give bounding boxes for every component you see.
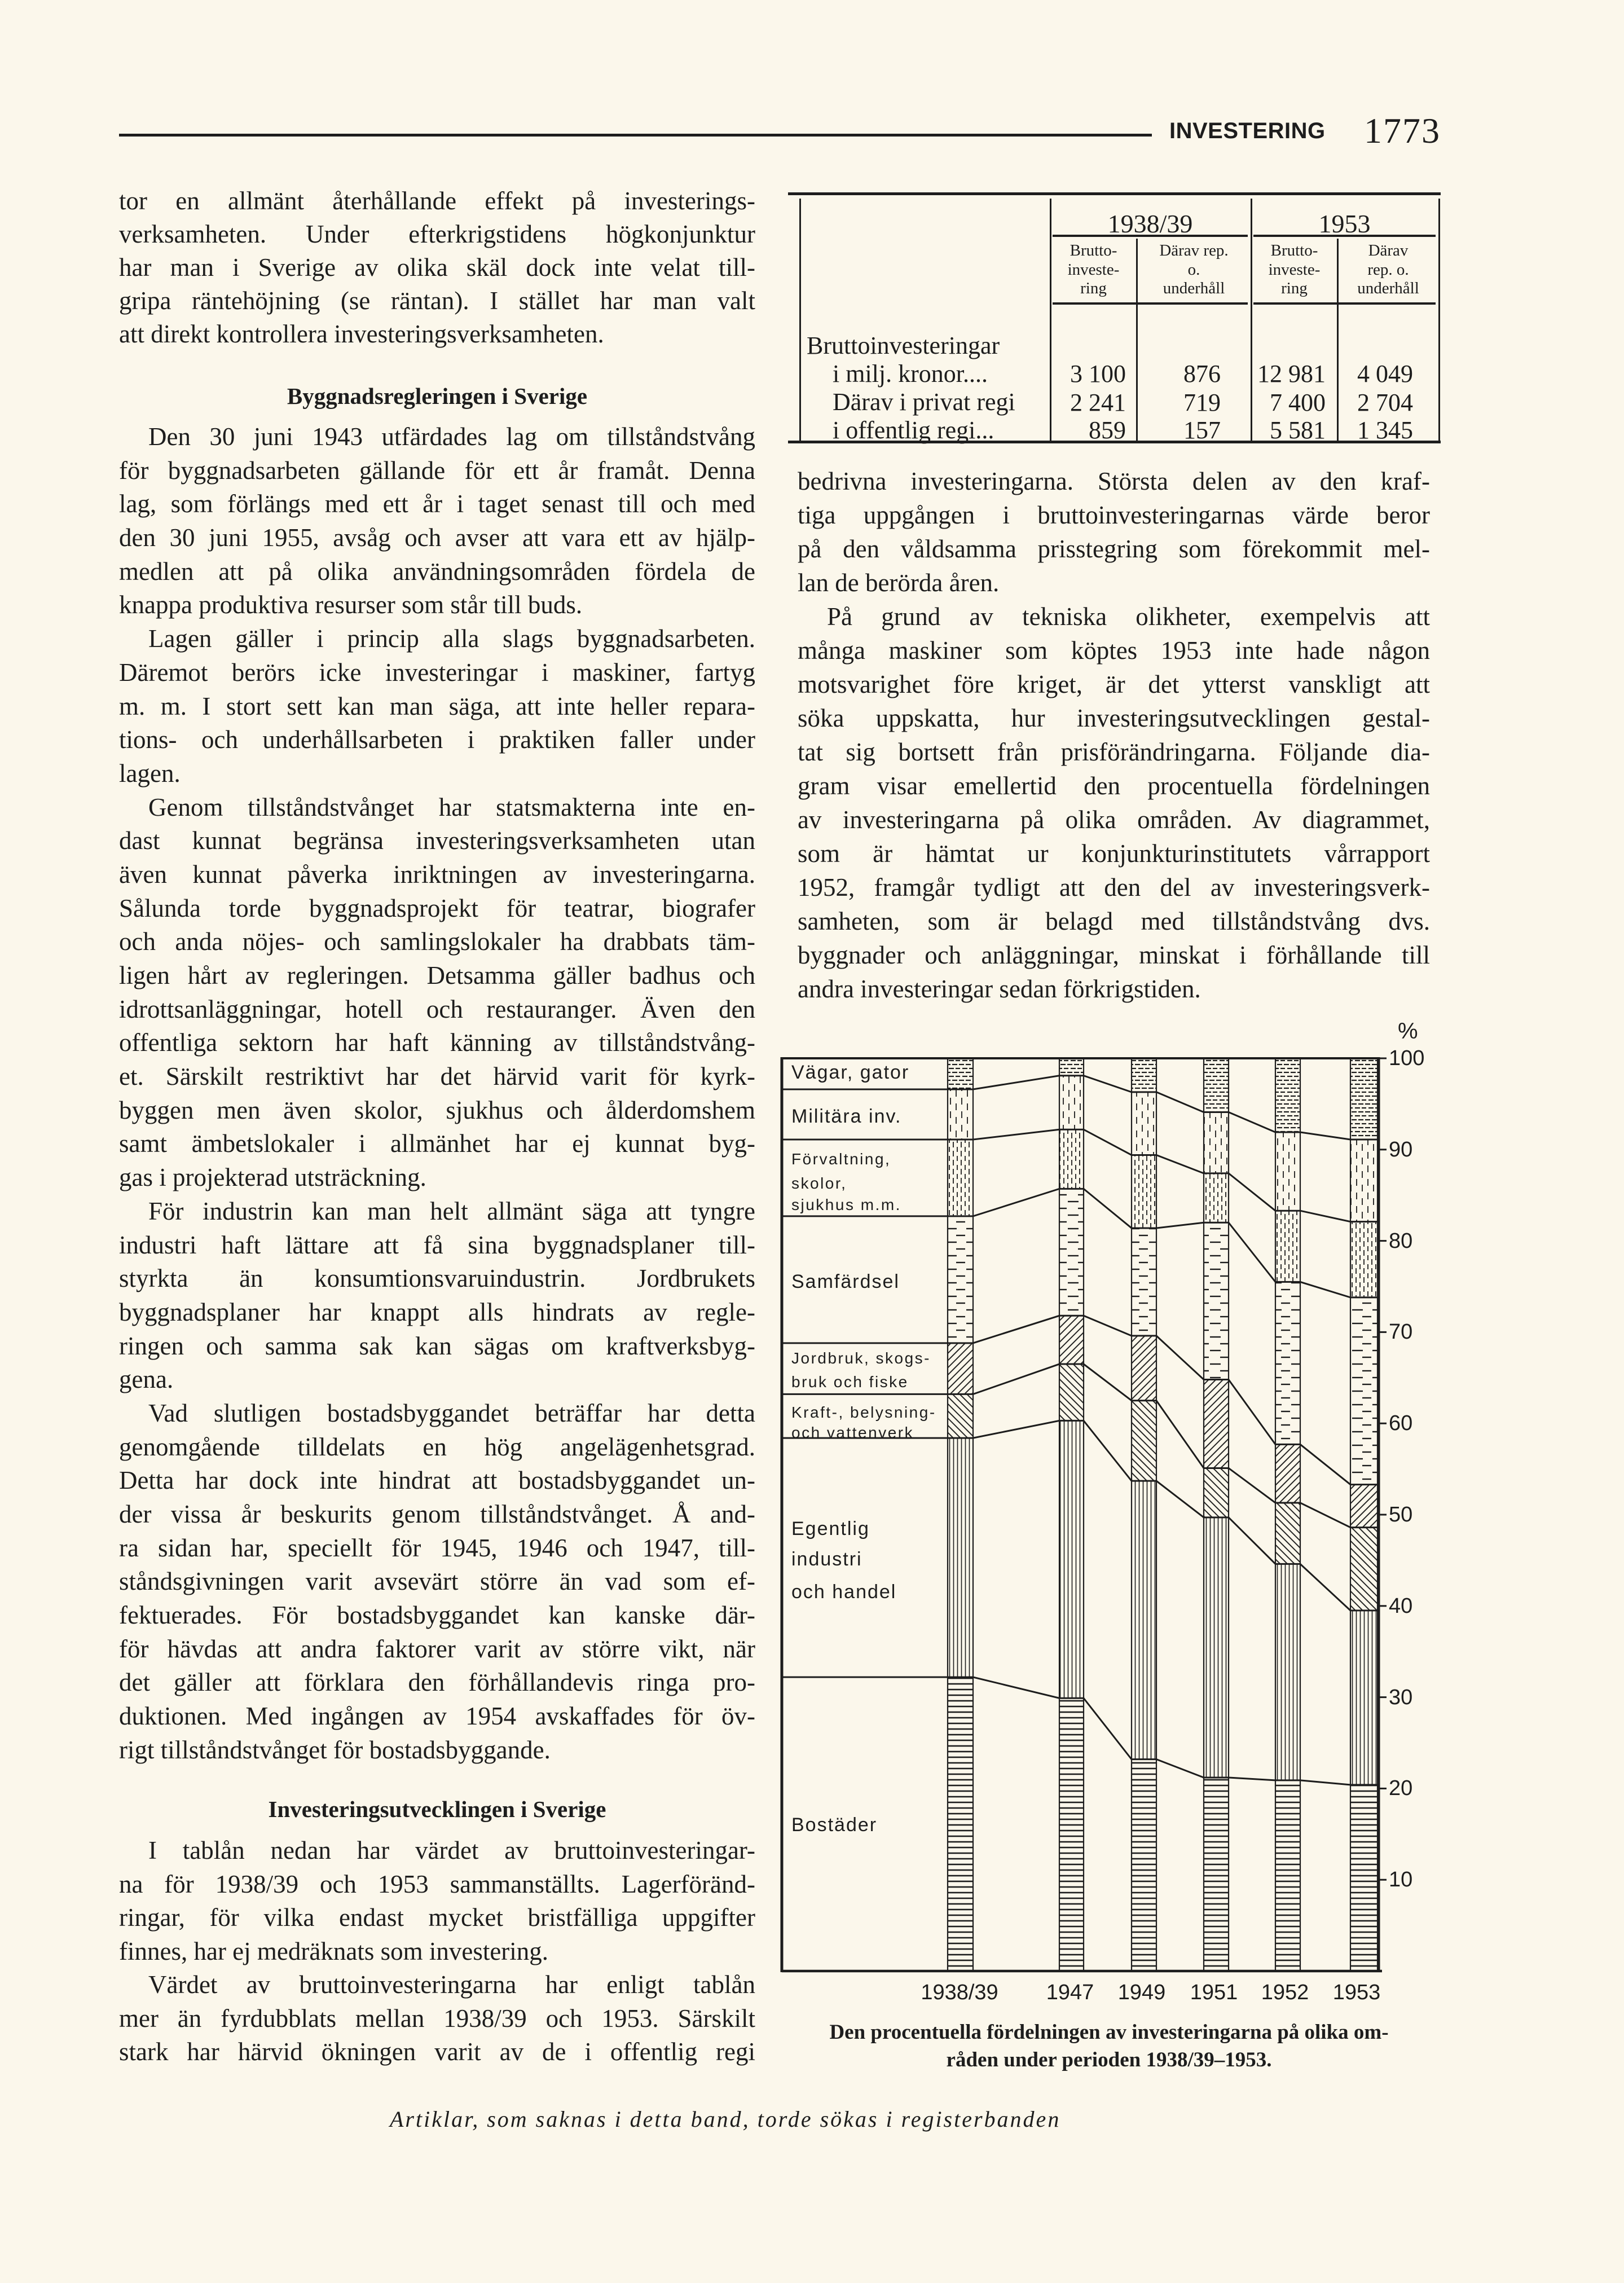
text-line: ringar, för vilka endast mycket bristfälliga uppgifter	[119, 1903, 755, 1932]
category-boundary-line	[782, 1677, 1377, 1785]
legend-label-vagar-gator: Vägar, gator	[791, 1062, 910, 1083]
legend-label-industri: Egentlig	[791, 1518, 870, 1539]
bar-segment	[1059, 1129, 1084, 1189]
bar-segment	[1204, 1112, 1229, 1173]
bar-segment	[1132, 1401, 1156, 1481]
table-cell: 12 981	[1257, 360, 1326, 388]
bar-segment	[1350, 1611, 1377, 1785]
table-subheader	[1050, 241, 1137, 298]
text-line: byggen men även skolor, sjukhus och ålderdomshem	[119, 1096, 755, 1124]
bar-segment	[948, 1216, 973, 1343]
table-row-label: i offentlig regi...	[833, 416, 994, 444]
text-line: gripa räntehöjning (se räntan). I stället har man valt	[119, 287, 755, 315]
text-line: rigt tillståndstvånget för bostadsbyggande.	[119, 1735, 551, 1764]
table-cell: 157	[1183, 416, 1221, 444]
text-line: Genom tillståndstvånget har statsmakterna inte en-	[148, 793, 755, 821]
text-line: finnes, har ej medräknats som investering.	[119, 1937, 549, 1965]
paragraph	[119, 420, 755, 622]
text-line: gas i projekterad utsträckning.	[119, 1163, 426, 1192]
table-cell: 2 241	[1070, 389, 1126, 416]
bar-segment	[1132, 1759, 1156, 1971]
text-line: på den våldsamma prisstegring som förekommit mel-	[798, 535, 1430, 563]
y-tick-label: 20	[1389, 1776, 1413, 1801]
bar-segment	[1059, 1316, 1084, 1364]
table-subheader	[1137, 241, 1251, 298]
text-line: många maskiner som köptes 1953 inte hade någon	[798, 636, 1430, 665]
legend-label-industri: industri	[791, 1549, 862, 1570]
running-title: INVESTERING	[1169, 118, 1326, 143]
table-subheader-line: rep. o.	[1367, 260, 1409, 279]
bar-segment	[1132, 1092, 1156, 1155]
bar-segment	[1350, 1485, 1377, 1528]
table-top-rule	[788, 192, 1441, 195]
table-subheader-line: Brutto-	[1070, 241, 1117, 259]
footer-note: Artiklar, som saknas i detta band, torde sökas i registerbanden	[390, 2106, 1061, 2132]
table-cell: 4 049	[1357, 360, 1413, 388]
text-line: och anda nöjes- och samlingslokaler ha drabbats täm-	[119, 927, 755, 956]
paragraph	[798, 464, 1430, 600]
text-line: industri haft lättare att få sina byggnadsplaner till-	[119, 1230, 755, 1259]
y-axis-unit-label: %	[1398, 1019, 1418, 1044]
text-line: medlen att på olika användningsområden fördela de	[119, 557, 755, 586]
text-line: Vad slutligen bostadsbyggandet beträffar har detta	[148, 1398, 755, 1427]
figure-caption	[790, 2018, 1428, 2074]
x-category-label: 1949	[1117, 1981, 1166, 2004]
bar-segment	[948, 1438, 973, 1677]
legend-label-militara: Militära inv.	[791, 1106, 902, 1127]
text-line: Däremot berörs icke investeringar i maskiner, fartyg	[119, 658, 755, 687]
text-line: För industrin kan man helt allmänt säga att tyngre	[148, 1197, 755, 1225]
y-tick-label: 80	[1389, 1229, 1413, 1253]
text-line: samt ämbetslokaler i allmänhet har ej kunnat byg-	[119, 1129, 755, 1158]
table-cell: 719	[1183, 389, 1221, 416]
text-line: dast kunnat begränsa investeringsverksamheten utan	[119, 826, 755, 855]
table-row-labels	[807, 332, 1015, 445]
bar-segment	[1059, 1058, 1084, 1076]
bar-segment	[948, 1677, 973, 1971]
text-line: På grund av tekniska olikheter, exempelvis att	[827, 602, 1430, 631]
section-2-body	[119, 1834, 755, 2069]
bar-segment	[1275, 1444, 1300, 1503]
table-subheader	[1337, 241, 1439, 298]
table-subheader-line: Brutto-	[1270, 241, 1318, 259]
table-subheader-line: o.	[1187, 260, 1200, 279]
bar-segment	[1350, 1058, 1377, 1140]
text-line: för byggnadsarbeten gällande för ett år framåt. Denna	[119, 456, 755, 485]
bar-segment	[1275, 1282, 1300, 1444]
table-border-right	[1438, 199, 1440, 441]
table-subheader	[1251, 241, 1337, 298]
text-line: Detta har dock inte hindrat att bostadsbyggandet un-	[119, 1466, 755, 1495]
text-line: tiga uppgången i bruttoinvesteringarnas värde beror	[798, 501, 1430, 529]
bar-segment	[1059, 1076, 1084, 1129]
text-line: stark har härvid ökningen varit av de i offentlig regi	[119, 2038, 755, 2066]
text-line: na för 1938/39 och 1953 sammanställts. Lagerföränd-	[119, 1869, 755, 1898]
text-line: Lagen gäller i princip alla slags byggnadsarbeten.	[148, 624, 755, 653]
header-rule	[119, 134, 1152, 137]
text-line: även kunnat påverka inriktningen av investeringarna.	[119, 860, 755, 888]
text-line: Sålunda torde byggnadsprojekt för teatrar, biografer	[119, 894, 755, 922]
bar-segment	[1275, 1211, 1300, 1282]
y-tick-label: 100	[1389, 1046, 1425, 1070]
text-line: andra investeringar sedan förkrigstiden.	[798, 975, 1201, 1003]
table-header-rule	[1253, 302, 1436, 305]
paragraph	[119, 1195, 755, 1397]
y-tick-label: 10	[1389, 1868, 1413, 1892]
text-line: offentliga sektorn har haft känning av tillståndstvång-	[119, 1028, 755, 1057]
bar-segment	[948, 1343, 973, 1395]
text-line: Den 30 juni 1943 utfärdades lag om tillståndstvång	[148, 423, 755, 451]
bar-segment	[1132, 1058, 1156, 1092]
text-line: fektuerades. För bostadsbyggandet kan kanske där-	[119, 1601, 755, 1630]
intro-paragraph	[119, 184, 755, 351]
caption-line: råden under perioden 1938/39–1953.	[946, 2048, 1272, 2071]
right-column-body	[798, 464, 1430, 1006]
bar-segment	[1059, 1189, 1084, 1316]
text-line: söka uppskatta, hur investeringsutvecklingen gestal-	[798, 704, 1430, 732]
table-header-rule	[1053, 302, 1248, 305]
paragraph	[119, 1397, 755, 1767]
table-cell: 1 345	[1357, 416, 1413, 444]
legend-label-bostader: Bostäder	[791, 1814, 878, 1836]
x-category-label: 1947	[1046, 1981, 1094, 2004]
table-year-header: 1938/39	[1107, 209, 1193, 238]
bar-segment	[1350, 1528, 1377, 1611]
bar-segment	[1132, 1228, 1156, 1336]
table-row-label: Därav i privat regi	[833, 388, 1015, 416]
y-tick-label: 30	[1389, 1685, 1413, 1709]
table-subheader-line: underhåll	[1163, 279, 1225, 297]
table-cell: 3 100	[1070, 360, 1126, 388]
text-line: idrottsanläggningar, hotell och restauranger. Även den	[119, 995, 755, 1023]
paragraph	[119, 791, 755, 1195]
text-line: för hävdas att andra faktorer varit av större vikt, när	[119, 1634, 755, 1663]
table-cell: 2 704	[1357, 389, 1413, 416]
legend-label-forvaltning: Förvaltning,	[791, 1150, 891, 1168]
legend-label-industri: och handel	[791, 1581, 897, 1603]
text-line: knappa produktiva resurser som står till buds.	[119, 591, 583, 619]
table-cell: 876	[1183, 360, 1221, 388]
bar-segment	[1204, 1468, 1229, 1517]
x-category-label: 1952	[1261, 1981, 1309, 2004]
legend-label-forvaltning: skolor,	[791, 1175, 847, 1192]
legend-label-kraft: Kraft-, belysning-	[791, 1404, 936, 1421]
bar-segment	[1059, 1420, 1084, 1698]
y-tick-label: 90	[1389, 1137, 1413, 1162]
text-line: ligen hårt av regleringen. Detsamma gäller badhus och	[119, 961, 755, 989]
table-row-label: i milj. kronor....	[833, 360, 988, 388]
paragraph	[119, 1968, 755, 2069]
bar-segment	[1350, 1297, 1377, 1485]
bar-segment	[1204, 1778, 1229, 1971]
text-line: styrkta än konsumtionsvaruindustrin. Jordbrukets	[119, 1264, 755, 1293]
legend-label-jordbruk: Jordbruk, skogs-	[791, 1349, 931, 1367]
section-heading: Byggnadsregleringen i Sverige	[287, 383, 588, 409]
bar-segment	[1204, 1173, 1229, 1222]
page-number: 1773	[1364, 111, 1441, 151]
text-line: m. m. I stort sett kan man säga, att inte heller repara-	[119, 692, 755, 720]
text-line: et. Särskilt restriktivt har det härvid varit för kyrk-	[119, 1062, 755, 1091]
text-line: att direkt kontrollera investeringsverksamheten.	[119, 320, 604, 348]
bar-segment	[1204, 1058, 1229, 1112]
table-subheader-line: underhåll	[1357, 279, 1419, 297]
text-line: den 30 juni 1955, avsåg och avser att vara ett av hjälp-	[119, 524, 755, 552]
bar-segment	[1132, 1481, 1156, 1759]
table-subheader-line: investe-	[1268, 260, 1321, 279]
text-line: ståndsgivningen varit avsevärt större än vad som ef-	[119, 1567, 755, 1596]
bar-segment	[1204, 1380, 1229, 1468]
table-cell: 7 400	[1270, 389, 1326, 416]
text-line: byggnader och anläggningar, minskat i förhållande till	[798, 941, 1430, 969]
bar-segment	[1275, 1564, 1300, 1780]
bar-segment	[1132, 1336, 1156, 1401]
caption-line: Den procentuella fördelningen av investeringarna på olika om-	[829, 2021, 1389, 2044]
bar-segment	[948, 1394, 973, 1438]
text-line: gena.	[119, 1365, 174, 1394]
legend-label-kraft: och vattenverk	[791, 1424, 914, 1441]
text-line: av investeringarna på olika områden. Av diagrammet,	[798, 806, 1430, 834]
table-subheader-line: Därav rep.	[1159, 241, 1229, 259]
text-line: tions- och underhållsarbeten i praktiken faller under	[119, 725, 755, 754]
text-line: ra sidan har, speciellt för 1945, 1946 och 1947, till-	[119, 1533, 755, 1562]
text-line: har man i Sverige av olika skäl dock inte velat till-	[119, 253, 755, 281]
bar-segment	[1059, 1698, 1084, 1971]
bar-segment	[1275, 1503, 1300, 1564]
table-row-group-label: Bruttoinvesteringar	[807, 332, 1000, 359]
table-subheader-line: ring	[1080, 279, 1107, 297]
text-line: lag, som förlängs med ett år i taget senast till och med	[119, 490, 755, 518]
text-line: genomgående tilldelats en hög angelägenhetsgrad.	[119, 1432, 755, 1461]
table-subheader-line: ring	[1281, 279, 1308, 297]
text-line: der vissa år beskurits genom tillståndstvånget. Å and-	[119, 1500, 755, 1528]
table-subheader-line: Därav	[1368, 241, 1409, 259]
bar-segment	[1059, 1364, 1084, 1420]
table-cell: 859	[1089, 416, 1126, 444]
bar-segment	[1204, 1222, 1229, 1379]
text-line: I tablån nedan har värdet av bruttoinvesteringar-	[148, 1836, 755, 1864]
text-line: 1952, framgår tydligt att den del av investeringsverk-	[798, 873, 1430, 901]
bar-segment	[948, 1140, 973, 1216]
text-line: mer än fyrdubblats mellan 1938/39 och 1953. Särskilt	[119, 2004, 755, 2033]
table-subheader-line: investe-	[1067, 260, 1120, 279]
bar-segment	[1132, 1155, 1156, 1228]
y-tick-label: 50	[1389, 1503, 1413, 1527]
y-tick-label: 70	[1389, 1320, 1413, 1344]
y-tick-label: 60	[1389, 1411, 1413, 1436]
bar-segment	[1204, 1517, 1229, 1778]
text-line: Värdet av bruttoinvesteringarna har enligt tablån	[148, 1970, 755, 1999]
legend-label-forvaltning: sjukhus m.m.	[791, 1196, 901, 1213]
text-line: ringen och samma sak kan sägas om kraftverksbyg-	[119, 1331, 755, 1360]
legend-label-samfardsel: Samfärdsel	[791, 1271, 900, 1292]
section-1-body	[119, 420, 755, 1767]
text-line: tor en allmänt återhållande effekt på investerings-	[119, 187, 755, 215]
section-heading: Investeringsutvecklingen i Sverige	[268, 1796, 606, 1822]
bar-segment	[948, 1058, 973, 1089]
bar-segment	[1275, 1132, 1300, 1211]
text-line: bedrivna investeringarna. Största delen av den kraf-	[798, 467, 1430, 495]
text-line: duktionen. Med ingången av 1954 avskaffades för öv-	[119, 1702, 755, 1731]
text-line: byggnadsplaner har knappt alls hindrats av regle-	[119, 1297, 755, 1326]
text-line: gram visar emellertid den procentuella fördelningen	[798, 772, 1430, 800]
x-category-label: 1951	[1190, 1981, 1238, 2004]
table-cell: 5 581	[1270, 416, 1326, 444]
bar-segment	[1275, 1780, 1300, 1971]
y-tick-label: 40	[1389, 1594, 1413, 1618]
x-category-label: 1938/39	[921, 1981, 998, 2004]
bar-segment	[1275, 1058, 1300, 1132]
text-line: lagen.	[119, 759, 181, 788]
legend-label-jordbruk: bruk och fiske	[791, 1373, 909, 1391]
table-border-left	[799, 199, 801, 441]
text-line: samheten, som är belagd med tillståndstvång dvs.	[798, 907, 1430, 935]
text-line: verksamheten. Under efterkrigstidens högkonjunktur	[119, 220, 755, 248]
bar-segment	[1350, 1222, 1377, 1297]
bar-segment	[948, 1089, 973, 1140]
paragraph	[798, 600, 1430, 1006]
text-line: lan de berörda åren.	[798, 569, 1000, 597]
text-line: motsvarighet före kriget, är det ytterst vanskligt att	[798, 670, 1430, 698]
paragraph	[119, 1834, 755, 1968]
x-category-label: 1953	[1332, 1981, 1381, 2004]
bar-segment	[1350, 1140, 1377, 1222]
paragraph	[119, 622, 755, 790]
category-boundary-line	[782, 1316, 1377, 1484]
text-line: det gäller att förklara den förhållandevis ringa pro-	[119, 1668, 755, 1697]
table-year-header: 1953	[1318, 209, 1371, 238]
bar-segment	[1350, 1785, 1377, 1971]
text-line: som är hämtat ur konjunkturinstitutets vårrapport	[798, 839, 1430, 868]
text-line: tat sig bortsett från prisförändringarna. Följande dia-	[798, 738, 1430, 766]
